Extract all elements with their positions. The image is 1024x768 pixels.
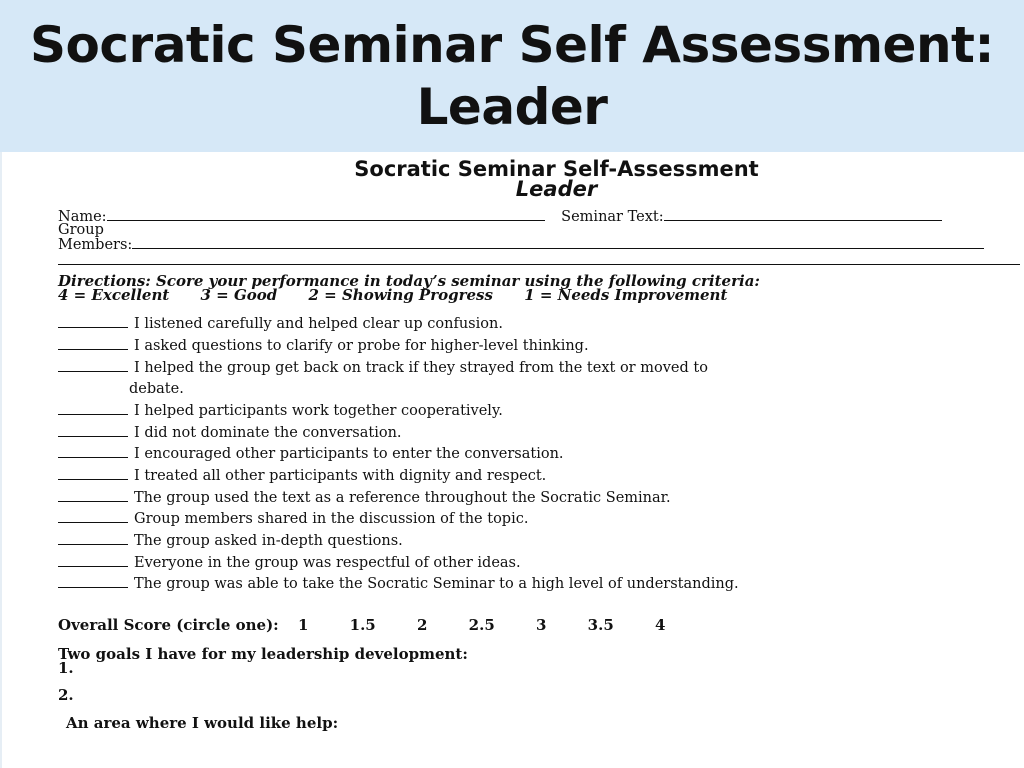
members-row (58, 236, 984, 253)
criteria-2: 2 = Showing Progress (308, 286, 493, 304)
criterion-text: I did not dominate the conversation. (134, 425, 402, 441)
seminar-text-label: Seminar Text: (561, 209, 664, 225)
members-field[interactable] (132, 236, 984, 249)
score-blank[interactable] (58, 315, 128, 328)
criteria-1: 1 = Needs Improvement (524, 286, 728, 304)
criteria-legend (58, 288, 753, 303)
document-title: Socratic Seminar Self-Assessment (354, 157, 759, 181)
score-blank[interactable] (58, 445, 128, 458)
score-option[interactable]: 3.5 (587, 616, 614, 634)
criterion-text: The group was able to take the Socratic Seminar to a high level of understanding. (134, 576, 739, 592)
score-blank[interactable] (58, 337, 128, 350)
criterion-text: I helped participants work together cooperatively. (134, 403, 503, 419)
criterion-item (58, 554, 521, 572)
criterion-text: I asked questions to clarify or probe for higher-level thinking. (134, 338, 589, 354)
divider-line (58, 264, 1020, 265)
criterion-item (58, 489, 671, 507)
score-option[interactable]: 2.5 (468, 616, 495, 634)
criterion-item (58, 532, 403, 550)
document-subtitle: Leader (515, 177, 598, 201)
slide-title: Socratic Seminar Self Assessment: Leader (30, 16, 994, 136)
criterion-item (58, 510, 528, 528)
criterion-text: I encouraged other participants to enter the conversation. (134, 446, 564, 462)
score-option[interactable]: 2 (416, 616, 428, 634)
score-option[interactable]: 3 (536, 616, 547, 634)
criterion-item (58, 359, 708, 377)
overall-score-row (58, 616, 687, 634)
name-label: Name: (58, 209, 107, 225)
criterion-item (58, 467, 546, 485)
members-label: Members: (58, 237, 133, 253)
score-blank[interactable] (58, 402, 128, 415)
goal-1[interactable]: 1. (58, 659, 74, 677)
name-field[interactable] (107, 208, 545, 221)
slide-header (0, 0, 1024, 152)
criterion-text: Group members shared in the discussion of the topic. (134, 511, 529, 527)
criterion-item (58, 575, 739, 593)
group-label: Group (58, 222, 104, 238)
help-label: An area where I would like help: (66, 714, 339, 732)
score-blank[interactable] (58, 510, 128, 523)
directions-text: Directions: Score your performance in today’s seminar using the following criteria: (58, 272, 760, 290)
score-blank[interactable] (58, 575, 128, 588)
criterion-item (58, 424, 402, 442)
criterion-continuation: debate. (129, 381, 184, 397)
score-option[interactable]: 1 (297, 616, 309, 634)
criterion-text: Everyone in the group was respectful of other ideas. (134, 555, 521, 571)
score-blank[interactable] (58, 424, 128, 437)
seminar-text-field[interactable] (664, 208, 942, 221)
criterion-item (58, 315, 503, 333)
criterion-text: I helped the group get back on track if they strayed from the text or moved to (134, 360, 708, 376)
criterion-text: The group asked in-depth questions. (134, 533, 403, 549)
score-blank[interactable] (58, 554, 128, 567)
criterion-item (58, 445, 564, 463)
name-row (58, 208, 942, 225)
score-blank[interactable] (58, 359, 128, 372)
criteria-4: 4 = Excellent (58, 286, 170, 304)
score-blank[interactable] (58, 532, 128, 545)
goals-label: Two goals I have for my leadership development: (58, 645, 468, 663)
criterion-item (58, 402, 503, 420)
criterion-text: The group used the text as a reference throughout the Socratic Seminar. (134, 490, 671, 506)
score-option[interactable]: 4 (655, 616, 666, 634)
score-option[interactable]: 1.5 (349, 616, 376, 634)
overall-score-label: Overall Score (circle one): (58, 616, 279, 634)
score-blank[interactable] (58, 467, 128, 480)
goal-2[interactable]: 2. (58, 686, 74, 704)
worksheet-document (0, 152, 1024, 768)
criterion-text: I treated all other participants with dignity and respect. (134, 468, 547, 484)
criteria-3: 3 = Good (200, 286, 278, 304)
criterion-item (58, 337, 589, 355)
criterion-text: I listened carefully and helped clear up confusion. (134, 316, 503, 332)
score-blank[interactable] (58, 489, 128, 502)
